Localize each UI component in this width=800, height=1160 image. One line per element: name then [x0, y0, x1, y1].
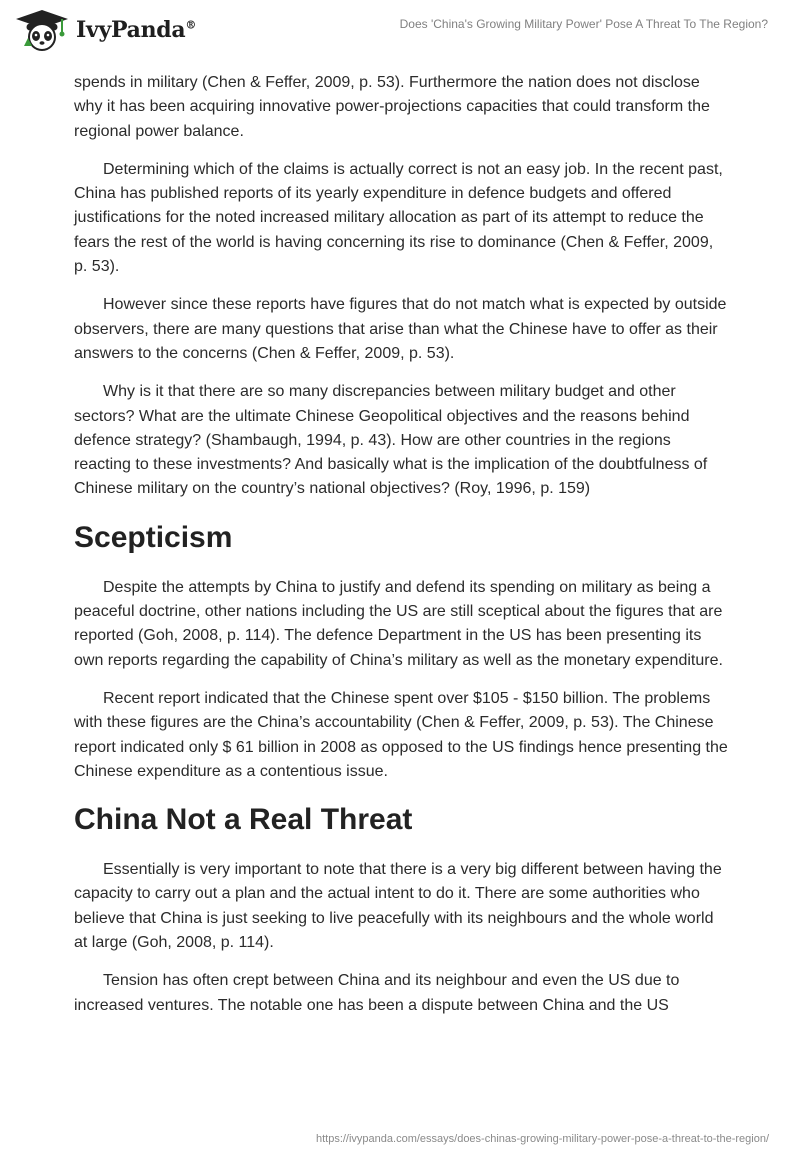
panda-graduate-icon	[14, 8, 70, 52]
paragraph: Tension has often crept between China and its neighbour and even the US due to increased ventures. The notable one has been a dispute between China and the US	[74, 972, 680, 1014]
page-header	[0, 0, 800, 66]
essay-body	[74, 71, 730, 1032]
section-heading-scepticism: Scepticism	[74, 520, 233, 554]
document-title: Does 'China's Growing Military Power' Pose A Threat To The Region?	[399, 17, 768, 31]
section-heading-not-a-threat: China Not a Real Threat	[74, 803, 413, 837]
paragraph: Why is it that there are so many discrepancies between military budget and other sectors? What are the ultimate Chinese Geopolitical objectives and the reasons behind defence strategy? (Shambaugh, 1994, p. 43). How are other countries in the regions reacting to these investments? And basically what is the implication of the doubtfulness of Chinese military on the country’s national objectives? (Roy, 1996, p. 159)	[74, 383, 708, 498]
source-url[interactable]: https://ivypanda.com/essays/does-chinas-growing-military-power-pose-a-threat-to-the-region/	[315, 1133, 769, 1145]
brand-name	[76, 17, 196, 43]
paragraph: spends in military (Chen & Feffer, 2009, p. 53). Furthermore the nation does not disclose why it has been acquiring innovative power-projections capacities that could transform the regional power balance.	[74, 74, 710, 140]
paragraph: Recent report indicated that the Chinese spent over $105 - $150 billion. The problems with these figures are the China’s accountability (Chen & Feffer, 2009, p. 53). The Chinese report indicated only $ 61 billion in 2008 as opposed to the US findings hence presenting the Chinese expenditure as a contentious issue.	[74, 689, 728, 780]
paragraph: Determining which of the claims is actually correct is not an easy job. In the recent past, China has published reports of its yearly expenditure in defence budgets and offered justifications for the noted increased military allocation as part of its attempt to reduce the fears the rest of the world is having concerning its rise to dominance (Chen & Feffer, 2009, p. 53).	[74, 160, 723, 276]
brand-name-text: IvyPanda	[76, 17, 186, 43]
paragraph: Despite the attempts by China to justify and defend its spending on military as being a peaceful doctrine, other nations including the US are still sceptical about the figures that are reported (Goh, 2008, p. 114). The defence Department in the US has been presenting its own reports regarding the capability of China’s military as well as the monetary expenditure.	[74, 578, 723, 669]
ivypanda-logo[interactable]	[14, 8, 196, 52]
registered-mark: ®	[185, 18, 197, 32]
paragraph: However since these reports have figures that do not match what is expected by outside observers, there are many questions that arise than what the Chinese have to offer as their answers to the concerns (Chen & Feffer, 2009, p. 53).	[74, 296, 727, 362]
paragraph: Essentially is very important to note that there is a very big different between having the capacity to carry out a plan and the actual intent to do it. There are some authorities who believe that China is just seeking to live peacefully with its neighbours and the whole world at large (Goh, 2008, p. 114).	[74, 861, 722, 952]
